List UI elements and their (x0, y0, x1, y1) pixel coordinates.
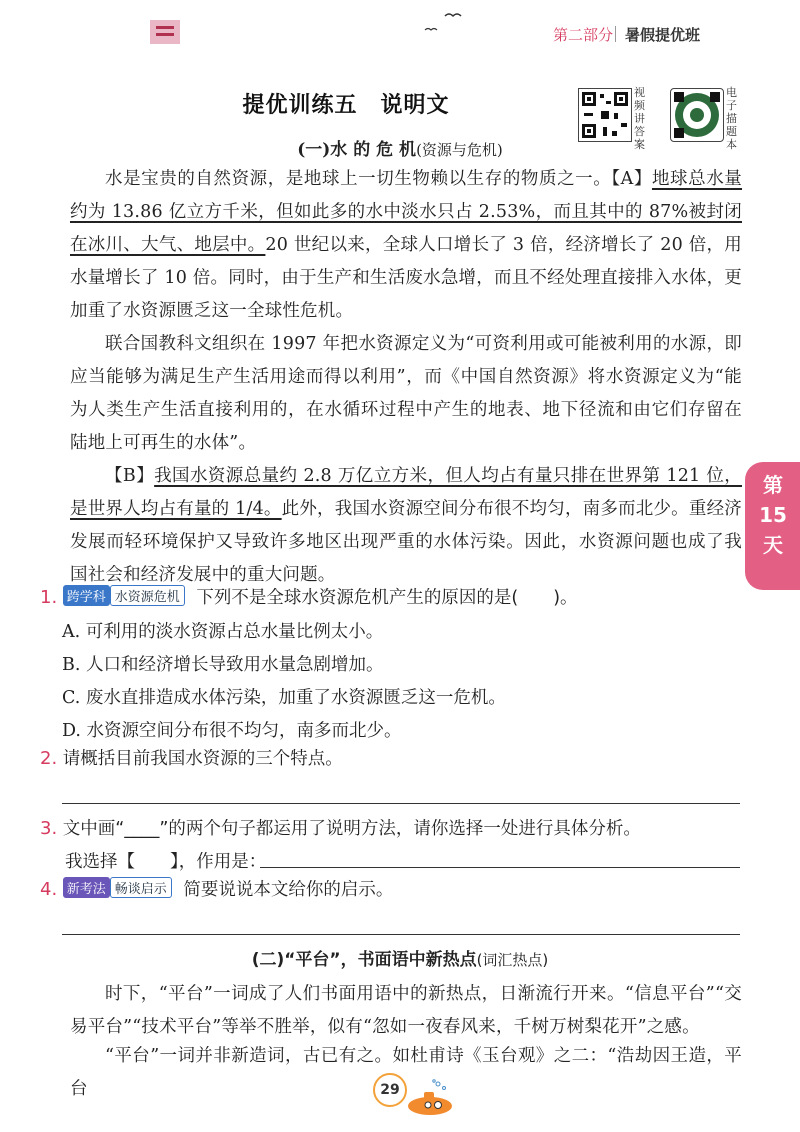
section2-title (0, 945, 800, 970)
q1-option-a: A. 可利用的淡水资源占总水量比例太小。 (62, 622, 384, 642)
qr1-caption: 视频讲答案 (634, 86, 645, 151)
submarine-decoration (398, 1078, 456, 1118)
question-4 (40, 876, 393, 901)
video-answer-qr-code[interactable] (578, 88, 632, 142)
page-title-text: 提优训练五 说明文 (242, 93, 450, 118)
day-tab-label: 第15天 (759, 473, 787, 557)
p3-underlined-sentence: 我国水资源总量约 2.8 万亿立方米，但人均占有量只排在世界第 121 位，是世界人均占有量的 1/4。 (70, 466, 742, 519)
qr2-caption: 电子描题本 (726, 86, 737, 151)
q1-number: 1. (40, 587, 58, 608)
q4-text: 简要说说本文给你的启示。 (183, 880, 394, 900)
q1-text: 下列不是全球水资源危机产生的原因的是( )。 (196, 588, 578, 608)
q4-category-badge: 新考法 (63, 877, 110, 898)
paragraph-4: 时下，“平台”一词成了人们书面用语中的新热点，日渐流行开来。“信息平台”“交易平台”“技术平台”等举不胜举，似有“忽如一夜春风来，千树万树梨花开”之感。 (70, 984, 742, 1037)
q3-choice-prompt: 我选择【 】，作用是： (65, 852, 267, 872)
q4-number: 4. (40, 879, 58, 900)
paragraph-2: 联合国教科文组织在 1997 年把水资源定义为“可资利用或可能被利用的水源，即应当能够为满足生产生活用途而得以利用”，而《中国自然资源》将水资源定义为“能为人类生产生活直接利用的，在水循环过程中产生的地表、地下径流和由它们存留在陆地上可再生的水体”。 (70, 334, 742, 453)
class-label: 暑假提优班 (625, 26, 701, 44)
publisher-logo (148, 14, 182, 48)
paragraph-1 (70, 163, 742, 328)
q2-text: 请概括目前我国水资源的三个特点。 (62, 749, 343, 769)
e-book-qr-code[interactable] (670, 88, 724, 142)
q3-text: 文中画“____”的两个句子都运用了说明方法，请你选择一处进行具体分析。 (62, 819, 641, 839)
q2-answer-line (62, 803, 740, 804)
part-label: 第二部分 (553, 26, 614, 44)
p3-mark: 【B】 (105, 466, 155, 486)
q3-number: 3. (40, 818, 58, 839)
q1-category-badge: 跨学科 (63, 585, 110, 606)
section1-title (0, 135, 800, 160)
p1-text-a: 水是宝贵的自然资源，是地球上一切生物赖以生存的物质之一。【A】 (105, 169, 652, 189)
section2-title-text: (二)“平台”，书面语中新热点 (251, 950, 477, 970)
p1-underlined-sentence: 地球总水量约为 13.86 亿立方千米，但如此多的水中淡水只占 2.53%，而且其中的 87%被封闭在冰川、大气、地层中。 (70, 169, 743, 255)
q1-topic-badge: 水资源危机 (110, 585, 185, 606)
section2-tag: (词汇热点) (476, 951, 549, 969)
q3-answer-line (260, 867, 740, 868)
question-3 (40, 815, 641, 840)
q1-option-d: D. 水资源空间分布很不均匀，南多而北少。 (62, 721, 402, 741)
q1-option-c: C. 废水直排造成水体污染，加重了水资源匮乏这一危机。 (62, 688, 506, 708)
q4-topic-badge: 畅谈启示 (110, 877, 172, 898)
p1-text-b: 20 世纪以来，全球人口增长了 3 倍，经济增长了 20 倍，用水量增长了 10 倍。同时，由于生产和生活废水急增，而且不经处理直接排入水体，更加重了水资源匮乏这一全球性危机。 (70, 235, 743, 321)
section1-title-text: (一)水 的 危 机 (297, 140, 417, 160)
page-number: 29 (373, 1073, 407, 1107)
q1-option-b: B. 人口和经济增长导致用水量急剧增加。 (62, 655, 384, 675)
q2-number: 2. (40, 748, 58, 769)
paragraph-5: “平台”一词并非新造词，古已有之。如杜甫诗《玉台观》之二：“浩劫因王造，平台 (70, 1046, 742, 1099)
question-1 (40, 584, 578, 609)
paragraph-3 (70, 460, 742, 592)
birds-decoration (405, 8, 465, 36)
question-2 (40, 745, 343, 770)
section1-tag: (资源与危机) (416, 141, 503, 159)
header-divider (615, 26, 616, 42)
q4-answer-line (62, 934, 740, 935)
p3-text-b: 此外，我国水资源空间分布很不均匀，南多而北少。重经济发展而轻环境保护又导致许多地区出现严重的水体污染。因此，水资源问题也成了我国社会和经济发展中的重大问题。 (70, 499, 743, 585)
